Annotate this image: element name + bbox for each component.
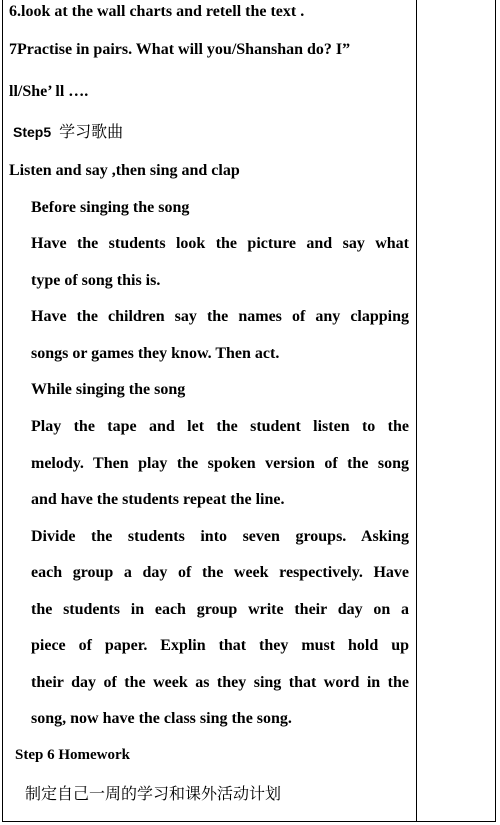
text-line-9: Have the children say the names of any clapping <box>31 308 409 325</box>
text-line-19: their day of the week as they sing that word in the <box>31 674 409 691</box>
step5-label: Step5 <box>13 124 52 140</box>
text-line-8: type of song this is. <box>31 272 161 289</box>
text-line-11: While singing the song <box>31 381 186 398</box>
text-line-12: Play the tape and let the student listen to the <box>31 418 409 435</box>
text-line-1: 6.look at the wall charts and retell the text . <box>9 3 305 20</box>
text-line-13: melody. Then play the spoken version of the song <box>31 455 409 472</box>
step6-heading: Step 6 Homework <box>15 747 130 763</box>
text-line-14: and have the students repeat the line. <box>31 491 285 508</box>
text-line-16: each group a day of the week respectively. Have <box>31 564 409 581</box>
text-line-15: Divide the students into seven groups. Asking <box>31 528 409 545</box>
text-line-2: 7Practise in pairs. What will you/Shanshan do? I” <box>9 41 351 58</box>
lesson-content-cell <box>3 0 413 822</box>
step5-title: 学习歌曲 <box>59 122 124 141</box>
text-line-5: Listen and say ,then sing and clap <box>9 162 240 179</box>
step5-heading <box>13 122 123 143</box>
text-line-3: ll/She’ ll …. <box>9 83 89 100</box>
text-line-7: Have the students look the picture and say what <box>31 235 409 252</box>
text-line-20: song, now have the class sing the song. <box>31 710 292 727</box>
text-line-17: the students in each group write their day on a <box>31 601 409 618</box>
homework-text: 制定自己一周的学习和课外活动计划 <box>25 784 282 803</box>
text-line-6: Before singing the song <box>31 199 190 216</box>
column-divider <box>416 0 417 822</box>
text-line-10: songs or games they know. Then act. <box>31 345 280 362</box>
text-line-18: piece of paper. Explin that they must hold up <box>31 637 409 654</box>
